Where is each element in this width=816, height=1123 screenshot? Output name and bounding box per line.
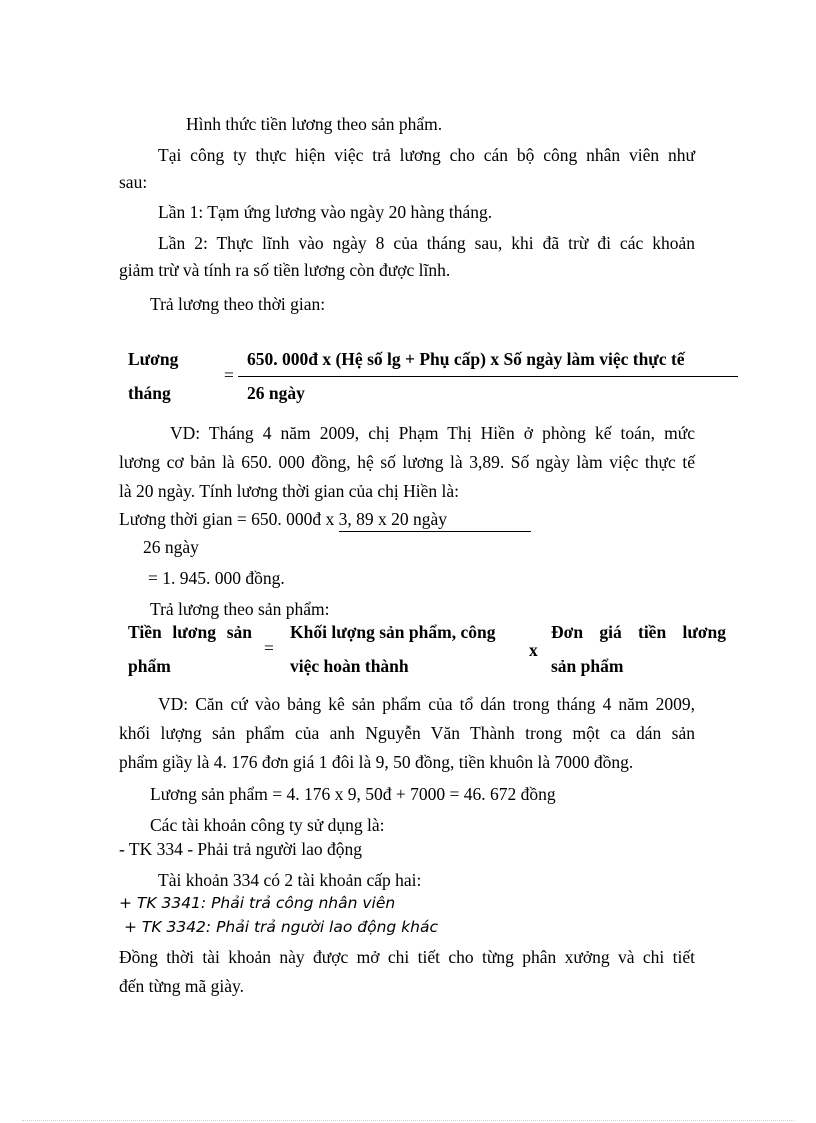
formula-label: tháng	[128, 383, 171, 403]
formula-label: Lương	[128, 349, 179, 369]
formula-numerator: 650. 000đ x (Hệ số lg + Phụ cấp) x Số ngày làm việc thực tế	[247, 349, 685, 369]
section-title: Trả lương theo thời gian:	[150, 294, 326, 314]
formula-left: Tiền lương sản	[128, 622, 252, 642]
paragraph-line: lương cơ bản là 650. 000 đồng, hệ số lương là 3,89. Số ngày làm việc thực tế	[119, 452, 695, 472]
calc-result: = 1. 945. 000 đồng.	[148, 568, 285, 588]
paragraph-line: là 20 ngày. Tính lương thời gian của chị Hiền là:	[119, 481, 460, 501]
paragraph-line: Tài khoản 334 có 2 tài khoản cấp hai:	[158, 870, 422, 890]
paragraph-line: giảm trừ và tính ra số tiền lương còn được lĩnh.	[119, 260, 451, 280]
calc-numerator: x 3, 89 x 20 ngày	[321, 509, 448, 529]
equals-sign: =	[264, 638, 274, 658]
account-item: - TK 334 - Phải trả người lao động	[119, 839, 362, 859]
paragraph-line: Lần 2: Thực lĩnh vào ngày 8 của tháng sau, khi đã trừ đi các khoản	[158, 233, 695, 253]
paragraph-line: Tại công ty thực hiện việc trả lương cho cán bộ công nhân viên như	[158, 145, 695, 165]
formula-middle: việc hoàn thành	[290, 656, 409, 676]
page-bottom-border	[22, 1120, 794, 1121]
paragraph-line: Các tài khoản công ty sử dụng là:	[150, 815, 385, 835]
section-title: Trả lương theo sản phẩm:	[150, 599, 330, 619]
paragraph-line: sau:	[119, 172, 148, 192]
equals-sign: =	[224, 365, 234, 385]
paragraph-heading: Hình thức tiền lương theo sản phẩm.	[186, 114, 443, 134]
times-sign: x	[529, 640, 538, 660]
calculation-line: Lương sản phẩm = 4. 176 x 9, 50đ + 7000 = 46. 672 đồng	[150, 784, 556, 804]
paragraph-line: khối lượng sản phẩm của anh Nguyễn Văn Thành trong một ca dán sản	[119, 723, 695, 743]
fraction-bar	[339, 531, 531, 532]
sub-account-item: + TK 3341: Phải trả công nhân viên	[119, 894, 396, 912]
formula-right: sản phẩm	[551, 656, 624, 676]
formula-left: phẩm	[128, 656, 171, 676]
formula-right: Đơn giá tiền lương	[551, 622, 726, 642]
paragraph-line: phẩm giầy là 4. 176 đơn giá 1 đôi là 9, 50 đồng, tiền khuôn là 7000 đồng.	[119, 752, 634, 772]
calculation-line	[119, 508, 447, 530]
sub-account-item: + TK 3342: Phải trả người lao động khác	[124, 918, 438, 936]
formula-middle: Khối lượng sản phẩm, công	[290, 622, 496, 642]
paragraph-line: đến từng mã giày.	[119, 976, 244, 996]
formula-denominator: 26 ngày	[247, 383, 305, 403]
paragraph-line: Lần 1: Tạm ứng lương vào ngày 20 hàng tháng.	[158, 202, 493, 222]
fraction-bar	[238, 376, 738, 377]
paragraph-line: VD: Căn cứ vào bảng kê sản phẩm của tổ dán trong tháng 4 năm 2009,	[158, 694, 695, 714]
paragraph-line: Đồng thời tài khoản này được mở chi tiết cho từng phân xưởng và chi tiết	[119, 947, 695, 967]
paragraph-line: VD: Tháng 4 năm 2009, chị Phạm Thị Hiền ở phòng kế toán, mức	[170, 423, 695, 443]
calc-denominator: 26 ngày	[143, 537, 199, 557]
calc-prefix: Lương thời gian = 650. 000đ	[119, 509, 322, 529]
